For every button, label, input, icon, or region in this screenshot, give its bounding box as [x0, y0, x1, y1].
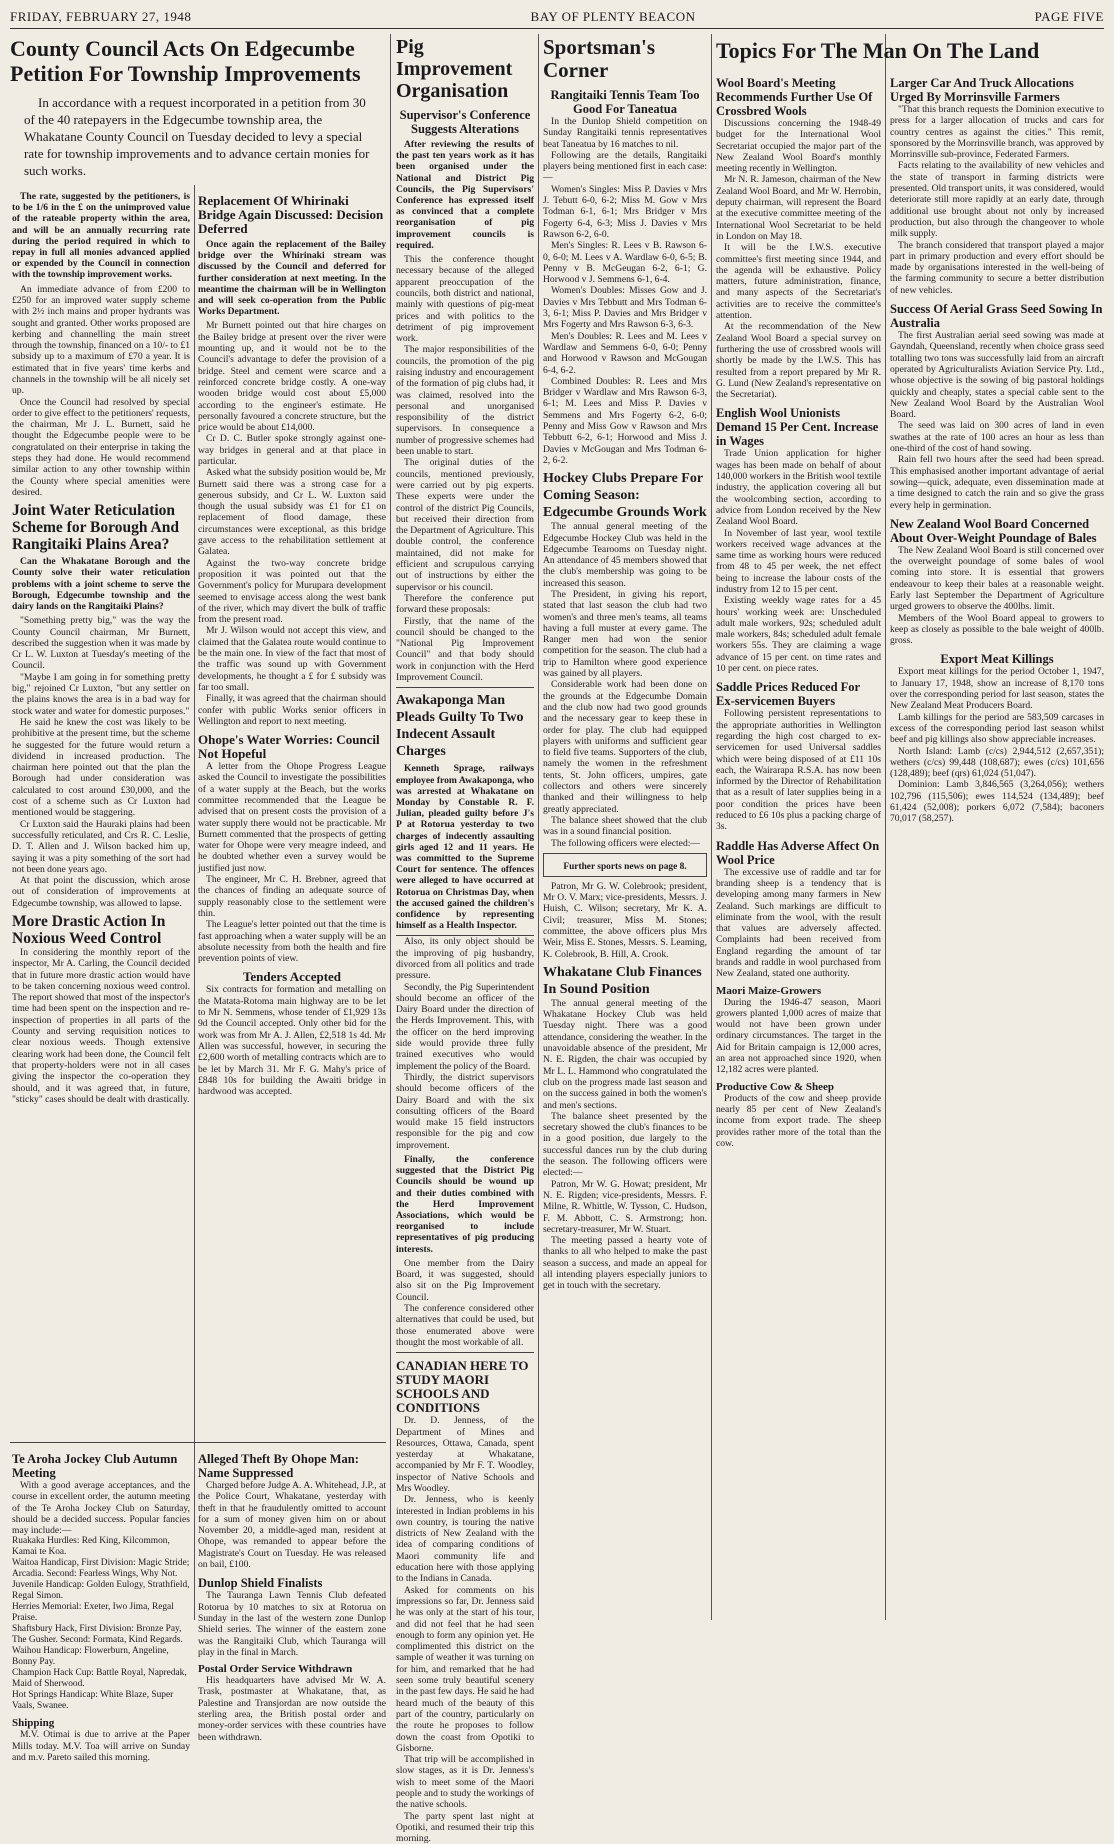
- note-text: Further sports news on page 8.: [563, 861, 687, 872]
- paragraph: He said he knew the cost was likely to be prohibitive at the present time, but the scheme he suggested for the future would return a dividend in increased production. The chairman here pointed out that the plan the Borough had under consideration was calculated to cost around £30,000, and the cost of a scheme such as Cr Luxton had mentioned would be staggering.: [12, 716, 190, 819]
- paragraph: North Island: Lamb (c/cs) 2,944,512 (2,657,351); wethers (c/cs) 99,448 (108,687); ewes (c/cs) 101,656 (128,489); beef (qrs) 61,024 (51,047).: [890, 745, 1104, 780]
- column-rule: [538, 34, 539, 1620]
- theft-headline: Alleged Theft By Ohope Man: Name Suppressed: [198, 1452, 359, 1480]
- paragraph: The major responsibilities of the councils, the promotion of the pig raising industry and encouragement of the formation of pig clubs had, it was claimed, resolved into the personal and unorganised responsibility of the district supervisors. In consequence a number of progressive schemes had been unable to start.: [396, 344, 534, 458]
- column-1: [12, 188, 190, 1440]
- pig-subheadline: Supervisor's Conference Suggests Alterations: [399, 108, 531, 136]
- paragraph: "Something pretty big," was the way the County Council chairman, Mr Burnett, described the suggestion when it was made by Cr L. W. Luxton at Tuesday's meeting of the Council.: [12, 615, 190, 672]
- paragraph: Asked for comments on his impressions so far, Dr. Jenness said he was only at the start of his tour, and did not feel that he had seen enough to form any opinion yet. He complimented this district on the sample of weather it was turning on for him, and remarked that he had seen some truly beautiful scenery in the past few days. He said he had heard much of the beauty of this part of the country, particularly on the route he proposes to follow down the coast from Opotiki to Gisborne.: [396, 1584, 534, 1754]
- paragraph: This the conference thought necessary because of the alleged apparent preoccupation of the councils, both district and national, mainly with questions of pig-meat prices and with politics to the detriment of pig improvement work.: [396, 254, 534, 345]
- paragraph: Also, its only object should be the improving of pig husbandry, divorced from all politics and trade pressure.: [396, 936, 534, 982]
- bales-headline: New Zealand Wool Board Concerned About Over-Weight Poundage of Bales: [890, 516, 1097, 545]
- paragraph: In November of last year, wool textile workers received wage advances at the same time as working hours were reduced from 48 to 45 per week, the net effect being to increase the labour costs of the industry from 12 to 15 per cent.: [716, 527, 881, 595]
- race-entry: Herries Memorial: Exeter, Iwo Jima, Regal Praise.: [12, 1602, 174, 1624]
- paragraph: A letter from the Ohope Progress League asked the Council to investigate the possibilities of a water supply at the Beach, but the works committee recommended that the League be advised that on present costs the provision of a water supply there would not be practicable. Mr Burnett commented that the prospects of getting water for Ohope were very meagre indeed, and he doubted whether even a survey would be justified just now.: [198, 761, 386, 874]
- paragraph: At the recommendation of the New Zealand Wool Board a special survey on furthering the use of crossbred wools will shortly be made by the I.W.S. This has resulted from a report prepared by Mr R. G. Lund (New Zealand's representative on the Secretariat).: [716, 321, 881, 401]
- paragraph: Cr Luxton said the Hauraki plains had been successfully reticulated, and Crs R. C. Leslie, D. T. Allen and J. Wilson backed him up, saying it was a pity something of the sort had not been done years ago.: [12, 818, 190, 875]
- column-rule: [711, 34, 712, 1620]
- paragraph: The seed was laid on 300 acres of land in even swathes at the rate of 100 acres an hour as less than one-third of the cost of hand sowing.: [890, 420, 1104, 455]
- paragraph: Mr Burnett pointed out that hire charges on the Bailey bridge at present over the river were mounting up, and it would not be to the Council's advantage to defer the provision of a bridge. Steel and cement were scarce and a reinforced concrete bridge costly. A one-way wooden bridge would cost about £5,000 according to the engineer's estimate. He personally favoured a concrete structure, but the price would be about £14,000.: [198, 320, 386, 434]
- paragraph: Considerable work had been done on the grounds at the Edgecumbe Domain and the club now had two good grounds and the necessary gear to keep these in order for play. The club had equipped players with uniforms and sufficient gear to field five teams. Supporters of the club, namely the women in the refreshment tents, St. John officers, umpires, gate collectors and others were sincerely thanked and their willingness to help greatly appreciated.: [543, 679, 707, 815]
- paragraph: Asked what the subsidy position would be, Mr Burnett said there was a strong case for a generous subsidy, and Cr L. W. Luxton said though the usual subsidy was £1 for £1 on replacement of flood damage, these circumstances were exceptional, as this bridge gave access to the rehabilitation settlement at Galatea.: [198, 467, 386, 558]
- topics-headline: Topics For The Man On The Land: [716, 38, 1040, 63]
- postal-headline: Postal Order Service Withdrawn: [198, 1663, 353, 1676]
- paragraph: Patron, Mr W. G. Howat; president, Mr N. E. Rigden; vice-presidents, Messrs. F. Milne, R. Whittle, W. Tysson, C. Hudson, F. M. Abbott, C. S. Armstrong; hon. secretary-treasurer, Mr W. Stuart.: [543, 1178, 707, 1235]
- aerial-seed-headline: Success Of Aerial Grass Seed Sowing In Australia: [890, 302, 1103, 331]
- race-entry: Hot Springs Handicap: White Blaze, Super Vaals, Swanee.: [12, 1690, 174, 1712]
- ohope-theft-article: [198, 1446, 386, 1743]
- jockey-club-headline: Te Aroha Jockey Club Autumn Meeting: [12, 1452, 178, 1480]
- paragraph: Mr J. Wilson would not accept this view, and claimed that the Galatea route would continue to be the main one. In view of the fact that most of the traffic was sound up with Government developments, he thought a £ for £ subsidy was far too small.: [198, 625, 386, 693]
- article-deck: Kenneth Sprage, railways employee from Awakaponga, who was arrested at Whakatane on Monday by Constable R. F. Julian, pleaded guilty before J's P at Rotorua yesterday to two charges of indecently assaulting girls aged 12 and 11 years. He was committed to the Supreme Court for sentence. The offences were alleged to have occurred at Rotorua on Christmas Day, when the accused gained the children's confidence by representing himself as a Health Inspector.: [396, 763, 534, 932]
- paragraph: Against the two-way concrete bridge proposition it was pointed out that the Government's policy for Murupara development seemed to envisage access along the west bank of the river, which may divert the bulk of traffic from the present road.: [198, 557, 386, 626]
- paragraph: The following officers were elected:—: [551, 837, 700, 849]
- wool-union-headline: English Wool Unionists Demand 15 Per Cent. Increase in Wages: [716, 406, 879, 449]
- paragraph: Combined Doubles: R. Lees and Mrs Bridger v Wardlaw and Mrs Rawson 6-3, 6-1; M. Lees and Miss P. Davies v Semmens and Mrs Fogerty 6-2, 6-0; Penny and Miss Gow v Rawson and Mrs Tebbutt 6-2, 6-1; Horwood and Miss J. Davies v McGougan and Mrs Todman 6-2, 6-2.: [543, 375, 707, 466]
- paragraph: Following are the details, Rangitaiki players being mentioned first in each case:—: [543, 149, 707, 184]
- joint-water-headline: Joint Water Reticulation Scheme for Borough And Rangitaiki Plains Area?: [12, 502, 179, 554]
- paragraph: Facts relating to the availability of new vehicles and the state of transport in farming districts were presented. Old transport units, it was considered, would deteriorate still more rapidly at an early date, through additional use brought about not only by increased production, but also through the changeover to whole milk supply.: [890, 160, 1104, 240]
- pig-headline: Pig Improvement Organisation: [396, 36, 513, 102]
- column-rule: [885, 34, 886, 1620]
- tennis-headline: Rangitaiki Tennis Team Too Good For Taneatua: [550, 88, 700, 116]
- section-rule: [10, 1442, 386, 1443]
- topics-header: [716, 38, 1106, 68]
- race-entry: Champion Hack Cup: Battle Royal, Napredak, Maid of Sherwood.: [12, 1668, 187, 1690]
- jockey-club-article: [12, 1446, 190, 1764]
- article-headline: County Council Acts On Edgecumbe Petition For Township Improvements: [10, 36, 361, 86]
- column-5: [716, 70, 881, 1620]
- paragraph: Once the Council had resolved by special order to give effect to the petitioners' requests, the chairman, Mr J. L. Burnett, said he thought the Edgecumbe people were to be congratulated on their enterprise in taking the steps they had done. He would recommend similar action to any other township within the County where special amenities were desired.: [12, 396, 190, 498]
- column-6: [890, 70, 1104, 1620]
- column-2: [198, 188, 386, 1440]
- paragraph: Men's Singles: R. Lees v B. Rawson 6-0, 6-0; M. Lees v A. Wardlaw 6-0, 6-5; B. Penny v B. McGeugan 6-2, 6-1; G. Horwood v J. Semmens 6-1, 6-4.: [543, 240, 707, 286]
- article-deck: Once again the replacement of the Bailey bridge over the Whirinaki stream was discussed by the Council and deferred for further consideration at next meeting. In the meantime the chairman will be in Wellington and will seek co-operation from the Public Works Department.: [198, 239, 386, 318]
- paragraph: "That this branch requests the Dominion executive to press for a larger allocation of trucks and cars for country centres as against the cities." This remit, sponsored by the Morrinsville branch, was approved by Morrinsville sub-province, Federated Farmers.: [890, 104, 1104, 161]
- page-header: [10, 6, 1104, 29]
- article-deck: After reviewing the results of the past ten years work as it has been organised under the National and District Pig Councils, the Pig Supervisors' Conference has expressed itself as convinced that a complete reorganisation of pig improvement councils is required.: [396, 139, 534, 251]
- cow-sheep-headline: Productive Cow & Sheep: [716, 1080, 835, 1093]
- paragraph: The League's letter pointed out that the time is fast approaching when a water supply will be an absolute necessity from both the health and fire prevention points of view.: [198, 919, 386, 965]
- paragraph: Secondly, the Pig Superintendent should become an officer of the Dairy Board under the direction of the Herds Improvement. This, with the officer on the herd improving side would provide three fully trained executives who would implement the policy of the Board.: [396, 981, 534, 1072]
- paragraph: The excessive use of raddle and tar for branding sheep is a tendency that is developing among many farmers in New Zealand. Such markings are difficult to eliminate from the wool, with the result that values are adversely affected. Complaints had been received from England regarding the amount of tar brands and raddle in wool purchased from New Zealand, stated one authority.: [716, 866, 881, 980]
- paragraph: Discussions concerning the 1948-49 budget for the International Wool Secretariat occupied the major part of the New Zealand Wool Board's monthly meeting recently in Wellington.: [716, 118, 881, 175]
- paragraph: The Tauranga Lawn Tennis Club defeated Rotorua by 10 matches to six at Rotorua on Sunday in the last of the western zone Dunlop Shield series. The winner of the eastern zone was the Rangitaiki Club, which Tauranga will play in the final in March.: [198, 1590, 386, 1658]
- raddle-headline: Raddle Has Adverse Affect On Wool Price: [716, 838, 880, 867]
- race-entry: Juvenile Handicap: Golden Eulogy, Strathfield, Regal Simon.: [12, 1580, 190, 1602]
- hockey-headline: Hockey Clubs Prepare For Coming Season: Edgecumbe Grounds Work: [543, 471, 707, 521]
- canadian-headline: CANADIAN HERE TO STUDY MAORI SCHOOLS AND CONDITIONS: [396, 1358, 529, 1416]
- paragraph: The conference considered other alternatives that could be used, but those enumerated above were thought the most workable of all.: [396, 1303, 534, 1348]
- paragraph: The President, in giving his report, stated that last season the club had two women's and three men's teams, all teams having a full muster at every game. The Ranger men had won the senior competition for the season. The club had a trip to Hamilton where good experience was gained by all players.: [543, 588, 707, 680]
- paragraph: Trade Union application for higher wages has been made on behalf of about 140,000 workers in the British wool textile industry, the application covering all but the woolcombing section, according to advice from London received by the New Zealand Wool Board.: [716, 448, 881, 528]
- paragraph: During the 1946-47 season, Maori growers planted 1,000 acres of maize that would not have been grown under ordinary circumstances. The target in the Aid for Britain campaign is 12,000 acres, an area not approached since 1920, when 12,182 acres were planted.: [716, 996, 881, 1076]
- race-entry: Ruakaka Hurdles: Red King, Kilcommon, Kamai te Koa.: [12, 1536, 170, 1558]
- paragraph: The branch considered that transport played a major part in primary production and every effort should be made by organisations interested in the well-being of the farming community to secure a better distribution of new vehicles.: [890, 239, 1104, 296]
- paragraph: Men's Doubles: R. Lees and M. Lees v Wardlaw and Semmens 6-0, 6-0; Penny and Horwood v Rawson and McGougan 6-4, 6-2.: [543, 330, 707, 376]
- bridge-headline: Replacement Of Whirinaki Bridge Again Discussed: Decision Deferred: [198, 193, 384, 236]
- race-entry: Waitoa Handicap, First Division: Magic Stride; Arcadia. Second: Fearless Wings, Why Not.: [12, 1558, 190, 1580]
- trucks-headline: Larger Car And Truck Allocations Urged By Morrinsville Farmers: [890, 76, 1074, 104]
- county-council-article-top: [10, 36, 386, 186]
- awakaponga-headline: Awakaponga Man Pleads Guilty To Two Indecent Assault Charges: [396, 693, 524, 760]
- dunlop-headline: Dunlop Shield Finalists: [198, 1576, 323, 1591]
- paragraph: The first Australian aerial seed sowing was made at Gayndah, Queensland, recently when choice grass seed totalling two tons was successfully laid from an aircraft operated by Agriculturalists Aviation Service Pty. Ltd., whose objective is the sowing of big pastoral holdings quickly and cheaply, states a special cable sent to the New Zealand Wool Board by the Australian Wool Board.: [890, 330, 1104, 421]
- section-rule: [396, 1352, 534, 1353]
- paragraph: The annual general meeting of the Edgecumbe Hockey Club was held in the Edgecumbe Tearooms on Tuesday night. An attendance of 45 members showed that the club's membership was going to be increased this season.: [543, 521, 707, 589]
- paragraph: Products of the cow and sheep provide nearly 85 per cent of New Zealand's income from export trade. The sheep provides rather more of the total than the cow.: [716, 1092, 881, 1149]
- paragraph: Therefore the conference put forward these proposals:: [396, 592, 534, 616]
- paragraph: It will be the I.W.S. executive committee's first meeting since 1944, and the agenda will be exhaustive. Policy matters, future administration, finance, and many aspects of the Secretariat's activities are to receive the committee's attention.: [716, 242, 881, 322]
- article-deck: The rate, suggested by the petitioners, is to be 1/6 in the £ on the unimproved value of the rateable property within the area, and will be an annually recurring rate during the period required in which to repay in full all monies advanced applied or expended by the Council in connection with the township improvement works.: [12, 191, 190, 281]
- column-rule: [390, 34, 391, 1620]
- paragraph: Export meat killings for the period October 1, 1947, to January 17, 1948, show an increase of 8,170 tons over the corresponding period for last season, states the New Zealand Meat Producers Board.: [890, 666, 1104, 712]
- paragraph: Dominion: Lamb 3,846,565 (3,264,056); wethers 102,796 (115,506); ewes 114,524 (134,489); beef 61,424 (52,008); porkers 6,072 (7,584); baconers 70,017 (58,257).: [890, 779, 1104, 825]
- paragraph: In considering the monthly report of the inspector, Mr A. Carling, the Council decided that in future more drastic action would have to be taken concerning noxious weed control. The report showed that most of the inspector's time had been spent on the inspection and re-inspection of properties in all parts of the County and serving requisition notices to clear noxious weeds. Though extensive clearing work had been done, the Council felt that property-holders were not in all cases giving the inspector the co-operation they should, and it was agreed that, in future, "sticky" cases should be dealt with drastically.: [12, 947, 190, 1105]
- paragraph: At that point the discussion, which arose out of consideration of improvements at Edgecumbe township, was allowed to lapse.: [12, 875, 190, 909]
- article-deck: Finally, the conference suggested that the District Pig Councils should be wound up and their duties combined with the Herd Improvement Associations, which would be reorganised to include representatives of pig producing interests.: [396, 1154, 534, 1255]
- header-page-number: PAGE FIVE: [1034, 9, 1104, 24]
- race-entry: Shaftsbury Hack, First Division: Bronze Pay, The Gusher. Second: Formata, Kind Regards.: [12, 1624, 183, 1646]
- paragraph: Members of the Wool Board appeal to growers to keep as closely as possible to the bale weight of 400lb. gross.: [890, 612, 1104, 647]
- paragraph: Charged before Judge A. A. Whitehead, J.P., at the Police Court, Whakatane, yesterday with theft in that he fraudulently omitted to account for a sum of money given him on or about November 20, a middle-aged man, resident at Ohope, was remanded to appear before the Magistrate's Court on Tuesday. He was released on bail, £100.: [198, 1480, 386, 1571]
- further-sports-note: [543, 853, 707, 877]
- article-intro: In accordance with a request incorporated in a petition from 30 of the 40 ratepayers in the Edgecumbe township area, the Whakatane County Council on Tuesday decided to levy a special rate for township improvements and to advance certain monies for such works.: [24, 95, 370, 178]
- paragraph: Dr. D. Jenness, of the Department of Mines and Resources, Ottawa, Canada, spent yesterday at Whakatane, accompanied by Mr F. T. Woodley, inspector of Native Schools and Mrs Woodley.: [396, 1415, 534, 1494]
- column-rule: [194, 185, 195, 1620]
- ohope-water-headline: Ohope's Water Worries: Council Not Hopeful: [198, 732, 380, 762]
- paragraph: Patron, Mr G. W. Colebrook; president, Mr O. V. Marx; vice-presidents, Messrs. J. Huish, C. Wilson; secretary, Mr K. A. Civil; treasurer, Miss M. Stones; committee, the above officers plus Mrs Weir, Miss E. Stones, Messrs. S. Leaming, K. Colebrook, B. Hill, A. Crook.: [543, 880, 707, 960]
- paragraph: Women's Doubles: Misses Gow and J. Davies v Mrs Tebbutt and Mrs Todman 6-3, 6-1; Miss P. Davies and Mrs Bridger v Mrs Fogerty and Mrs Rawson 6-3, 6-3.: [543, 285, 707, 331]
- sportsman-headline: Sportsman's Corner: [543, 35, 656, 82]
- paragraph: One member from the Dairy Board, it was suggested, should also sit on the Pig Improvement Council.: [396, 1257, 534, 1303]
- tenders-headline: Tenders Accepted: [242, 969, 342, 985]
- paragraph: Existing weekly wage rates for a 45 hours' working week are: Unscheduled adult male workers, 92s; scheduled adult male workers, 84s; scheduled adult female workers 55s. They are claiming a wage advance of 15 per cent. on time rates and 10 per cent. on piece rates.: [716, 595, 881, 675]
- paragraph: The balance sheet presented by the secretary showed the club's finances to be in a good position, due largely to the successful dances run by the club during the season. The following officers were elected:—: [543, 1110, 707, 1179]
- paragraph: Six contracts for formation and metalling on the Matata-Rotoma main highway are to be let to Mr N. Semmens, whose tender of £1,929 13s 9d the Council accepted. Only other bid for the work was from Mr A. J. Allen, £2,518 1s 4d. Mr Allen was successful, however, in securing the £2,600 worth of metalling contracts which are to be let by March 31. Mr F. G. Mahy's price of £848 10s for building the Awaiti bridge in hardwood was accepted.: [198, 984, 386, 1098]
- wool-board-headline: Wool Board's Meeting Recommends Further Use Of Crossbred Wools: [716, 76, 873, 118]
- noxious-weed-headline: More Drastic Action In Noxious Weed Control: [12, 913, 166, 947]
- header-masthead: BAY OF PLENTY BEACON: [530, 9, 696, 24]
- paragraph: The balance sheet showed that the club was in a sound financial position.: [543, 814, 707, 838]
- paragraph: Women's Singles: Miss P. Davies v Mrs J. Tebutt 6-0, 6-2; Miss M. Gow v Mrs Todman 6-1, 6-1; Mrs Bridger v Mrs Fogerty 6-4, 6-3; Miss J. Davies v Mrs Rawson 6-2, 6-0.: [543, 183, 707, 240]
- section-rule: [396, 687, 534, 688]
- paragraph: An immediate advance of from £200 to £250 for an improved water supply scheme with 2½ inch mains and proper hydrants was sought and granted. Other works proposed are kerbing and channelling the main street through the township, financed on a 10/- to £1 subsidy up to a maximum of £70 a year. It is estimated that in five years' time kerbs and channels in the township will be all nicely set up.: [12, 283, 190, 397]
- paragraph: Firstly, that the name of the council should be changed to the "National Pig Improvement Council" and that body should work in conjunction with the Herd Improvement Council.: [396, 615, 534, 684]
- paragraph: "Maybe I am going in for something pretty big," rejoined Cr Luxton, "but any settler on the plains knows the area is in a bad way for stock water and water for domestic purposes.": [12, 671, 190, 717]
- article-deck: Can the Whakatane Borough and the County solve their water reticulation problems with a joint scheme to serve the Borough, Edgecumbe township and the dairy lands on the Rangitaiki Plains?: [12, 556, 190, 613]
- meat-killings-headline: Export Meat Killings: [940, 652, 1054, 667]
- paragraph: His headquarters have advised Mr W. A. Trask, postmaster at Whakatane, that, as Palestine and Transjordan are now outside the sterling area, the British postal order and money-order services with these countries have been withdrawn.: [198, 1675, 386, 1743]
- shipping-headline: Shipping: [12, 1717, 55, 1730]
- paragraph: Mr N. R. Jameson, chairman of the New Zealand Wool Board, and Mr W. Herrobin, deputy chairman, will represent the Board at the executive committee meeting of the International Wool Secretariat to be held in London on May 18.: [716, 174, 881, 242]
- paragraph: Rain fell two hours after the seed had been spread. This emphasised another important advantage of aerial sowing—quick, adequate, even dissemination made at a time designed to catch the rain and so give the grass every help in germination.: [890, 454, 1104, 511]
- paragraph: The annual general meeting of the Whakatane Hockey Club was held Tuesday night. There was a good attendance, considering the weather. In the unavoidable absence of the president, Mr N. E. Rigden, the chair was occupied by Mr L. L. Hammond who congratulated the club on the progress made last season and on the success gained in both the women's and men's sections.: [543, 997, 707, 1111]
- paragraph: Dr. Jenness, who is keenly interested in Indian problems in his own country, is touring the native districts of New Zealand with the idea of comparing conditions of Maori community life and education here with those applying to the Indians in Canada.: [396, 1494, 534, 1585]
- paragraph: Following persistent representations to the appropriate authorities in Wellington regarding the high cost charged to ex-servicemen for used Universal saddles which were being disposed of at £11 10s each, the Wairarapa R.S.A. has now been informed by the Director of Rehabilitation that as a result of later supplies being in a poor condition the prices have been reduced to £6 10s plus a packing charge of 3s.: [716, 708, 881, 833]
- paragraph: Thirdly, the district supervisors should become officers of the Dairy Board and with the six consulting officers of the Board would make 15 field instructors responsible for the pig and cow improvement.: [396, 1071, 534, 1151]
- paragraph: M.V. Otimai is due to arrive at the Paper Mills today. M.V. Toa will arrive on Sunday and m.v. Pareto sailed this morning.: [12, 1729, 190, 1764]
- saddle-headline: Saddle Prices Reduced For Ex-servicemen Buyers: [716, 680, 860, 709]
- header-date: FRIDAY, FEBRUARY 27, 1948: [10, 9, 192, 24]
- paragraph: The meeting passed a hearty vote of thanks to all who helped to make the past season a success, and made an appeal for all intending players especially juniors to get in touch with the secretary.: [543, 1235, 707, 1292]
- paragraph: That trip will be accomplished in slow stages, as it is Dr. Jenness's wish to meet some of the Maori people and to study the workings of the native schools.: [396, 1754, 534, 1811]
- paragraph: In the Dunlop Shield competition on Sunday Rangitaiki tennis representatives beat Taneatua by 16 matches to nil.: [543, 116, 707, 150]
- paragraph: Lamb killings for the period are 583,509 carcases in excess of the corresponding period last season whilst beef and pig killings also show appreciable increases.: [890, 711, 1104, 746]
- paragraph: The engineer, Mr C. H. Brebner, agreed that the chances of finding an adequate source of supply reasonably close to the settlement were thin.: [198, 874, 386, 919]
- finance-headline: Whakatane Club Finances In Sound Position: [543, 964, 702, 997]
- paragraph: Finally, it was agreed that the chairman should confer with public Works senior officers in Wellington and report to next meeting.: [198, 693, 386, 727]
- column-4: [543, 36, 707, 1620]
- race-entry: Waihou Handicap: Flowerburn, Angeline, Bonny Pay.: [12, 1646, 169, 1668]
- paragraph: Cr D. C. Butler spoke strongly against one-way bridges in general and at that place in particular.: [198, 433, 386, 467]
- paragraph: The New Zealand Wool Board is still concerned over the overweight poundage of some bales of wool coming into store. It is essential that growers endeavour to keep their bales at a reasonable weight. Early last September the Department of Agriculture urged growers to observe the 400lbs. limit.: [890, 544, 1104, 613]
- maori-maize-headline: Maori Maize-Growers: [716, 984, 822, 997]
- paragraph: With a good average acceptances, and the course in excellent order, the autumn meeting of the Te Aroha Jockey Club on Saturday, should be a decided success. Popular fancies may include:—: [12, 1480, 190, 1537]
- column-3: [396, 36, 534, 1844]
- paragraph: The party spent last night at Opotiki, and resumed their trip this morning.: [396, 1810, 534, 1844]
- paragraph: The original duties of the councils, mentioned previously, were carried out by pig experts. These experts were under the control of the district Pig Councils, but received their direction from the Department of Agriculture. This double control, the conference maintained, did not make for efficient and scrupulous carrying out of instructions by either the supervisor or his council.: [396, 457, 534, 593]
